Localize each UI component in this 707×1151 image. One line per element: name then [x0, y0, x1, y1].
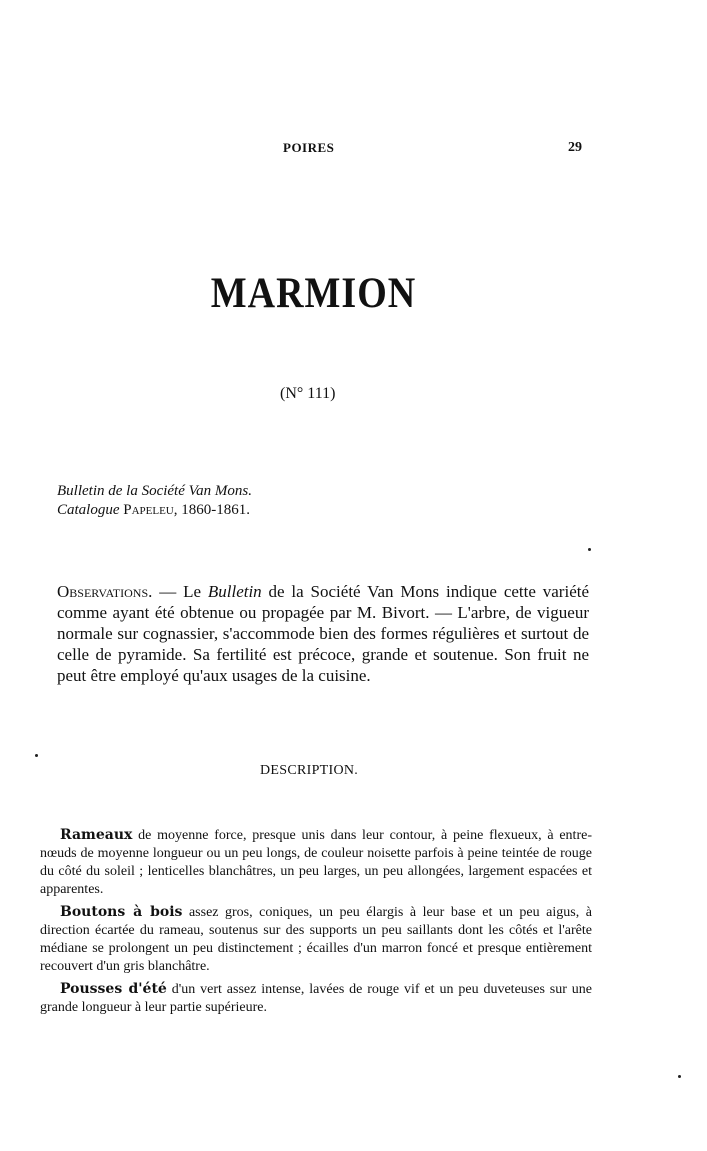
description-paragraph-boutons — [40, 903, 592, 976]
description-text: assez gros, coniques, un peu élargis à leur base et un peu aigus, à direction écartée du rameau, soutenus sur des supports un peu saillants dont les côtés et l'arête médiane se prolongent un peu distinctement ; écailles d'un marron foncé et presque entièrement recouvert d'un gris blanchâtre. — [40, 905, 592, 974]
page-number: 29 — [568, 140, 582, 155]
scan-speck — [35, 754, 38, 757]
reference-catalogue: Catalogue — [57, 502, 120, 518]
term-pousses-d-ete: Pousses d'été — [60, 981, 167, 997]
scan-speck — [678, 1075, 681, 1078]
reference-line — [57, 501, 252, 520]
observations-text-b: de la Société Van Mons indique cette variété comme ayant été obtenue ou propagée par M. Bivort. — L'arbre, de vigueur normale sur cognassier, s'accommode bien des formes régulières et surtout de celle de pyramide. Sa fertilité est précoce, grande et soutenue. Son fruit ne peut être employé qu'aux usages de la cuisine. — [57, 582, 590, 685]
term-rameaux: Rameaux — [60, 827, 133, 843]
observations-label: Observations. — [57, 582, 153, 601]
references — [57, 482, 252, 520]
description-paragraph-rameaux — [40, 826, 592, 899]
reference-years: , 1860-1861. — [173, 502, 251, 518]
description-heading: DESCRIPTION. — [260, 763, 359, 778]
description-paragraph-pousses — [40, 980, 592, 1017]
description-text: de moyenne force, presque unis dans leur contour, à peine flexueux, à entre-nœuds de moyenne longueur ou un peu longs, de couleur noisette parfois à peine teintée de rouge du côté du soleil ; lenticelles blanchâtres, un peu larges, un peu allongées, largement espacées et apparentes. — [40, 828, 592, 897]
reference-author: Papeleu — [123, 502, 174, 518]
reference-bulletin: Bulletin de la Société Van Mons. — [57, 483, 252, 499]
observations-text-a: — Le — [152, 582, 208, 601]
term-boutons-a-bois: Boutons à bois — [60, 904, 183, 920]
observations-italic: Bulletin — [207, 582, 262, 601]
observations-text — [57, 581, 589, 686]
observations-paragraph — [57, 581, 589, 686]
page-title: MARMION — [210, 269, 417, 318]
scan-speck — [588, 548, 591, 551]
running-title: POIRES — [283, 140, 335, 155]
description-body — [40, 826, 592, 1021]
reference-line — [57, 482, 252, 501]
description-text: d'un vert assez intense, lavées de rouge vif et un peu duveteuses sur une grande longueur à leur partie supérieure. — [40, 982, 592, 1015]
variety-number: (N° 111) — [280, 385, 336, 402]
